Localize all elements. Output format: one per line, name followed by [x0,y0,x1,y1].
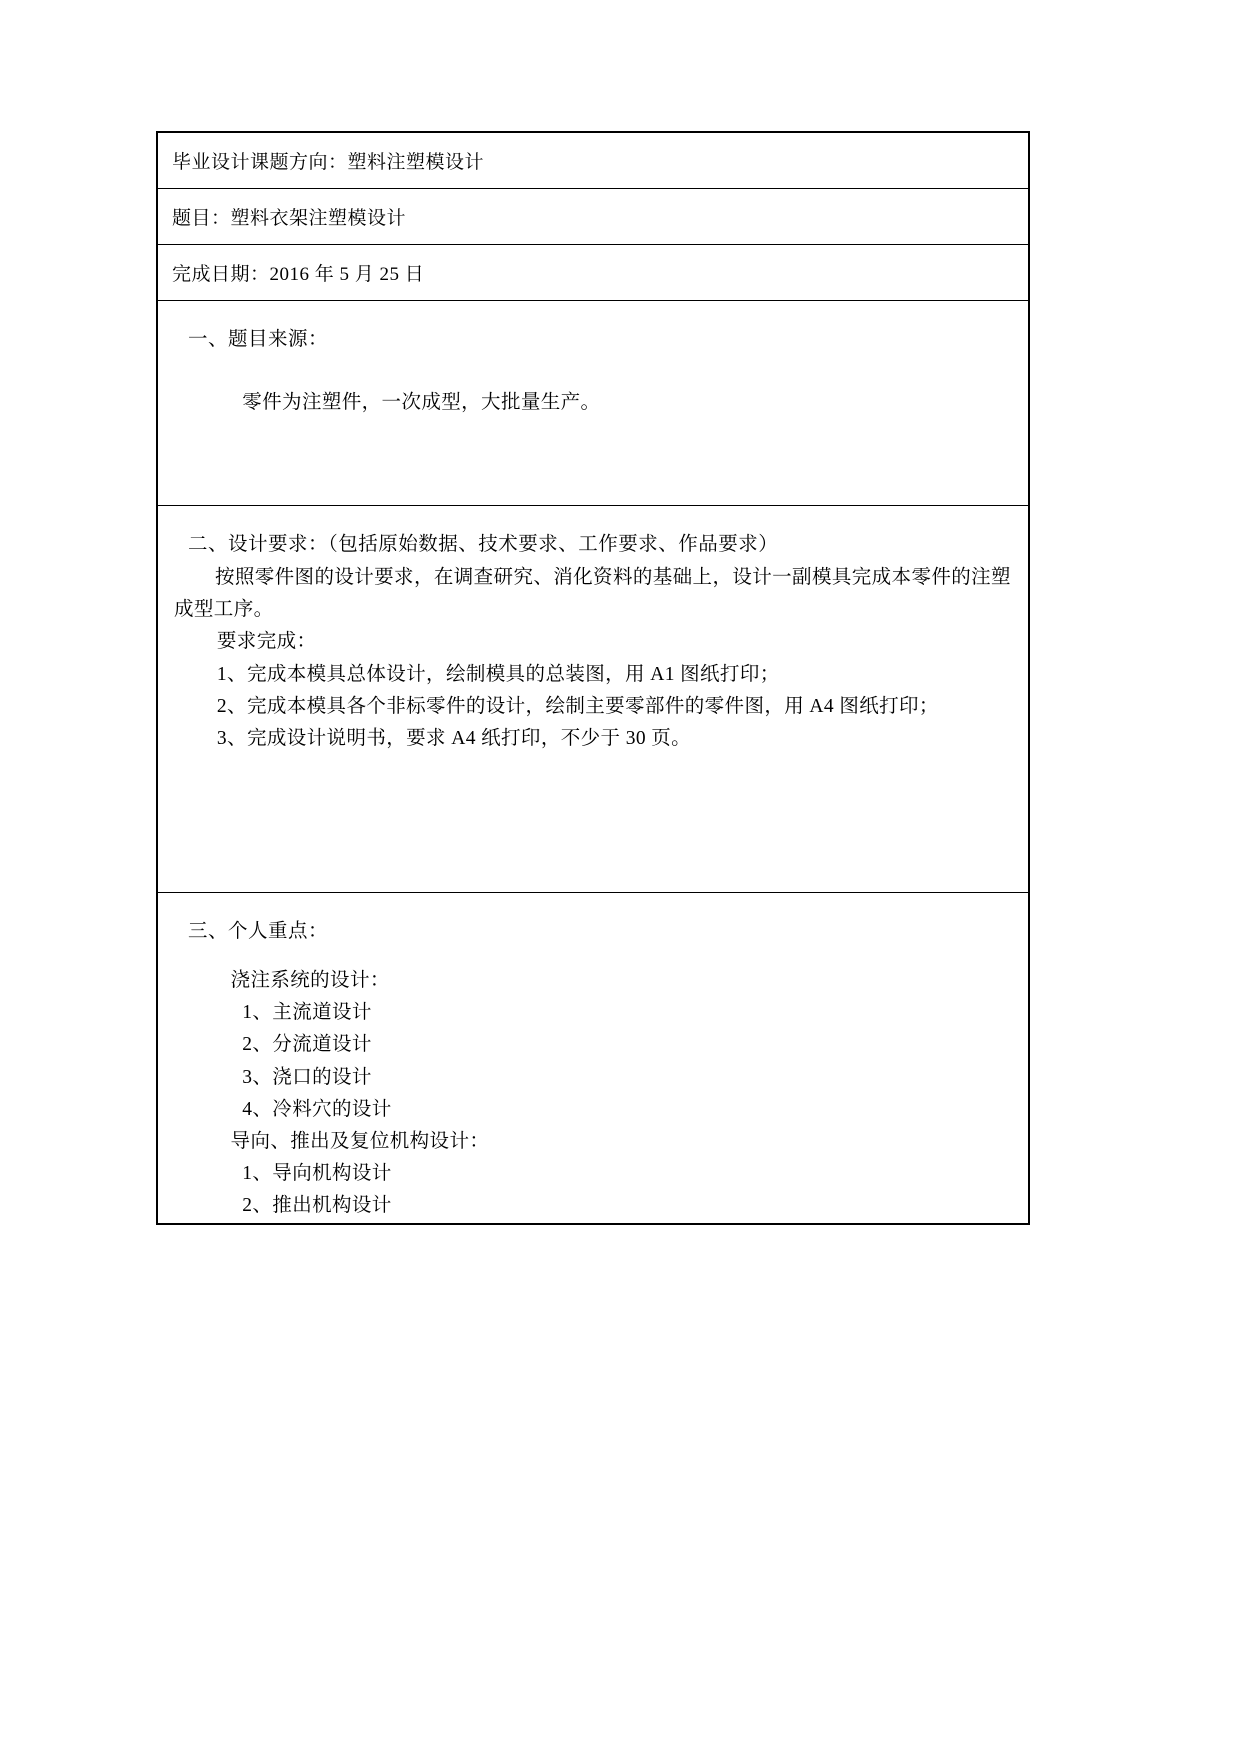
section-3-group-2-item-2: 2、推出机构设计 [242,1195,392,1217]
section-1-heading: 一、题目来源： [188,329,329,350]
section-design-requirements [158,506,1028,893]
section-3-group-2-item-1: 1、导向机构设计 [242,1163,392,1185]
section-3-group-2-title: 导向、推出及复位机构设计： [230,1130,490,1152]
section-2-heading: 二、设计要求：（包括原始数据、技术要求、工作要求、作品要求） [188,534,779,555]
section-3-group-1-item-4: 4、冷料穴的设计 [242,1098,392,1120]
completion-date-text: 完成日期：2016 年 5 月 25 日 [172,264,425,285]
assignment-table [156,131,1030,1225]
section-3-group-1-title: 浇注系统的设计： [230,970,390,991]
table-row-completion-date [158,245,1028,301]
section-2-item-2: 2、完成本模具各个非标零件的设计，绘制主要零部件的零件图，用 A4 图纸打印； [216,695,939,717]
section-3-group-1-item-1: 1、主流道设计 [242,1002,372,1024]
section-topic-source [158,301,1028,506]
table-row-title [158,189,1028,245]
section-2-subheading: 要求完成： [216,631,317,653]
table-row-topic-direction [158,133,1028,189]
title-text: 题目：塑料衣架注塑模设计 [172,208,407,229]
section-3-group-1-item-3: 3、浇口的设计 [242,1066,372,1088]
section-2-item-1: 1、完成本模具总体设计，绘制模具的总装图，用 A1 图纸打印； [216,663,780,685]
section-2-paragraph: 按照零件图的设计要求，在调查研究、消化资料的基础上，设计一副模具完成本零件的注塑成型工序。 [174,567,1011,621]
topic-direction-text: 毕业设计课题方向：塑料注塑模设计 [172,152,485,173]
section-3-heading: 三、个人重点： [188,921,329,942]
section-personal-focus [158,893,1028,1223]
section-3-group-1-item-2: 2、分流道设计 [242,1034,372,1056]
section-2-item-3: 3、完成设计说明书，要求 A4 纸打印，不少于 30 页。 [216,727,692,749]
section-1-line-1: 零件为注塑件，一次成型，大批量生产。 [242,392,601,413]
